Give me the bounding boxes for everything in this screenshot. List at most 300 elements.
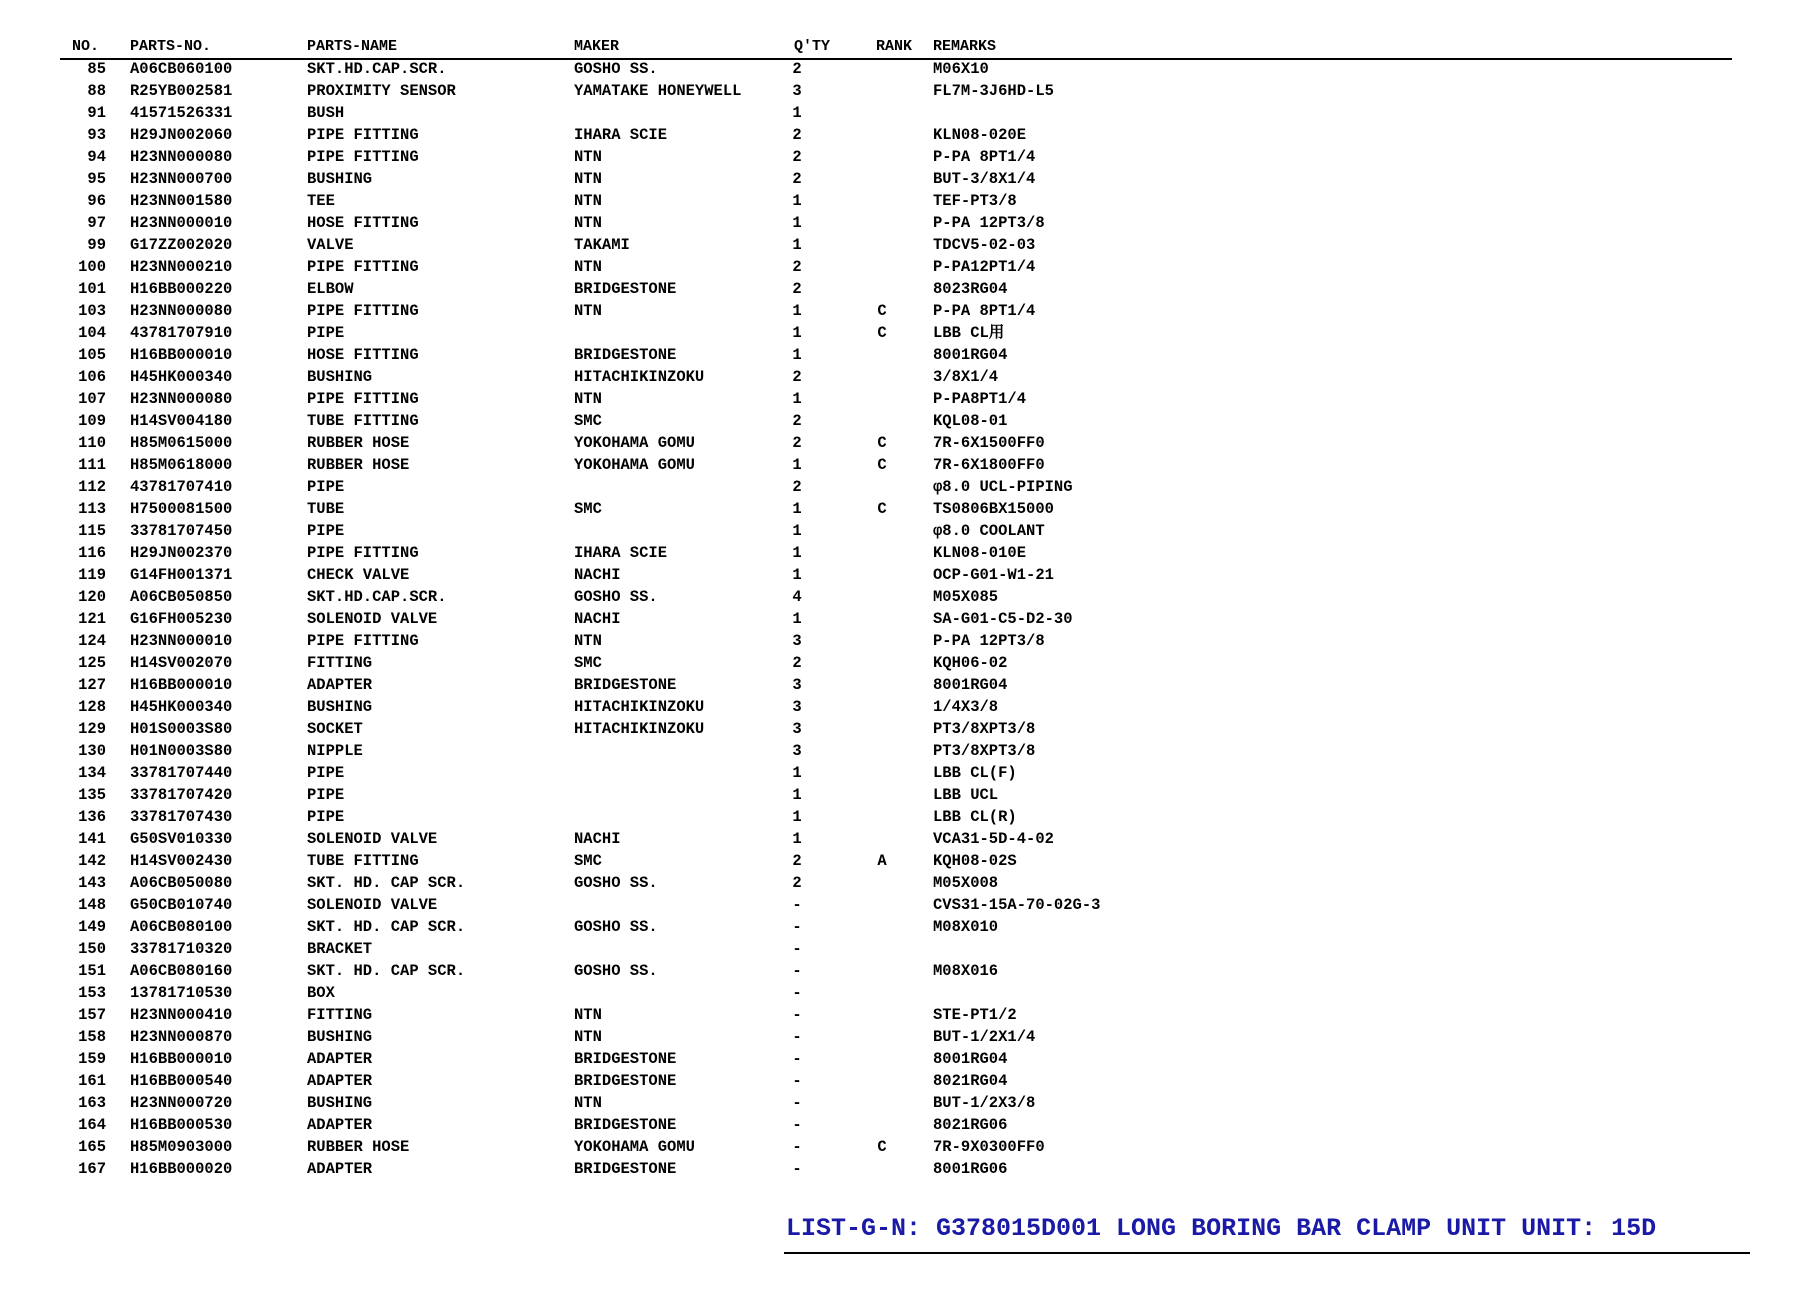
row-maker: GOSHO SS. [574, 874, 658, 892]
row-qty: - [792, 940, 802, 958]
row-qty: 3 [792, 720, 802, 738]
row-no: 97 [87, 214, 106, 232]
row-parts-no: 33781707430 [130, 808, 233, 826]
row-maker: IHARA SCIE [574, 126, 668, 144]
row-remarks: 1/4X3/8 [933, 698, 999, 716]
row-no: 150 [78, 940, 106, 958]
row-parts-name: ELBOW [307, 280, 354, 298]
row-maker: SMC [574, 654, 602, 672]
row-parts-name: PIPE FITTING [307, 632, 419, 650]
row-qty: 4 [792, 588, 802, 606]
row-qty: 1 [792, 104, 802, 122]
table-row [60, 630, 1732, 652]
row-qty: 3 [792, 698, 802, 716]
row-remarks: P-PA12PT1/4 [933, 258, 1036, 276]
row-parts-no: 33781707420 [130, 786, 233, 804]
row-parts-no: 43781707910 [130, 324, 233, 342]
row-remarks: 8023RG04 [933, 280, 1008, 298]
row-parts-no: H23NN000700 [130, 170, 233, 188]
row-parts-name: SKT. HD. CAP SCR. [307, 918, 466, 936]
table-row [60, 278, 1732, 300]
row-no: 125 [78, 654, 106, 672]
row-parts-name: ADAPTER [307, 1116, 373, 1134]
row-parts-name: SOCKET [307, 720, 363, 738]
row-no: 129 [78, 720, 106, 738]
row-qty: 3 [792, 742, 802, 760]
table-row [60, 960, 1732, 982]
table-row [60, 58, 1732, 80]
row-remarks: M05X085 [933, 588, 999, 606]
row-no: 100 [78, 258, 106, 276]
row-parts-no: H85M0903000 [130, 1138, 233, 1156]
row-qty: - [792, 1138, 802, 1156]
row-maker: BRIDGESTONE [574, 1072, 677, 1090]
table-row [60, 652, 1732, 674]
row-qty: - [792, 962, 802, 980]
table-row [60, 542, 1732, 564]
row-no: 112 [78, 478, 106, 496]
row-maker: GOSHO SS. [574, 918, 658, 936]
row-parts-no: H16BB000010 [130, 676, 233, 694]
row-remarks: CVS31-15A-70-02G-3 [933, 896, 1101, 914]
row-rank: A [877, 852, 887, 870]
row-qty: 1 [792, 808, 802, 826]
list-title: LIST-G-N: G378015D001 LONG BORING BAR CLAMP UNIT UNIT: 15D [786, 1214, 1657, 1243]
row-parts-no: H23NN000010 [130, 632, 233, 650]
row-parts-name: SKT.HD.CAP.SCR. [307, 588, 447, 606]
row-no: 142 [78, 852, 106, 870]
row-qty: 2 [792, 368, 802, 386]
row-no: 110 [78, 434, 106, 452]
row-parts-no: H14SV002070 [130, 654, 233, 672]
table-row [60, 982, 1732, 1004]
row-qty: 2 [792, 412, 802, 430]
row-parts-name: FITTING [307, 1006, 373, 1024]
row-remarks: SA-G01-C5-D2-30 [933, 610, 1073, 628]
row-qty: 3 [792, 676, 802, 694]
row-remarks: TDCV5-02-03 [933, 236, 1036, 254]
row-parts-no: A06CB080160 [130, 962, 233, 980]
header-no: NO. [72, 38, 100, 55]
table-row [60, 806, 1732, 828]
row-qty: - [792, 1028, 802, 1046]
row-parts-name: PIPE [307, 324, 345, 342]
row-remarks: 8021RG04 [933, 1072, 1008, 1090]
row-maker: NTN [574, 148, 602, 166]
table-row [60, 1136, 1732, 1158]
row-parts-name: PIPE FITTING [307, 258, 419, 276]
row-remarks: TEF-PT3/8 [933, 192, 1017, 210]
row-no: 148 [78, 896, 106, 914]
row-parts-no: H16BB000530 [130, 1116, 233, 1134]
row-qty: 2 [792, 478, 802, 496]
row-parts-no: H23NN000080 [130, 390, 233, 408]
row-qty: 1 [792, 610, 802, 628]
row-no: 96 [87, 192, 106, 210]
row-parts-no: H01N0003S80 [130, 742, 233, 760]
row-qty: 1 [792, 214, 802, 232]
row-no: 115 [78, 522, 106, 540]
row-maker: NTN [574, 1006, 602, 1024]
row-parts-no: H23NN001580 [130, 192, 233, 210]
row-maker: BRIDGESTONE [574, 280, 677, 298]
row-maker: GOSHO SS. [574, 60, 658, 78]
row-parts-no: G17ZZ002020 [130, 236, 233, 254]
row-remarks: P-PA 12PT3/8 [933, 214, 1045, 232]
row-qty: - [792, 1006, 802, 1024]
row-qty: 1 [792, 192, 802, 210]
row-parts-name: RUBBER HOSE [307, 456, 410, 474]
row-no: 106 [78, 368, 106, 386]
row-maker: HITACHIKINZOKU [574, 368, 705, 386]
row-qty: - [792, 896, 802, 914]
row-parts-no: H29JN002370 [130, 544, 233, 562]
row-parts-name: TUBE FITTING [307, 852, 419, 870]
row-remarks: 8001RG04 [933, 1050, 1008, 1068]
row-remarks: STE-PT1/2 [933, 1006, 1017, 1024]
row-parts-name: RUBBER HOSE [307, 434, 410, 452]
row-parts-no: H23NN000720 [130, 1094, 233, 1112]
row-rank: C [877, 456, 887, 474]
row-remarks: P-PA 12PT3/8 [933, 632, 1045, 650]
table-row [60, 916, 1732, 938]
row-remarks: KLN08-020E [933, 126, 1027, 144]
row-maker: BRIDGESTONE [574, 1160, 677, 1178]
table-row [60, 520, 1732, 542]
row-parts-no: H16BB000540 [130, 1072, 233, 1090]
row-qty: 1 [792, 346, 802, 364]
row-parts-name: ADAPTER [307, 1160, 373, 1178]
row-remarks: FL7M-3J6HD-L5 [933, 82, 1054, 100]
row-maker: NACHI [574, 830, 621, 848]
row-maker: YOKOHAMA GOMU [574, 456, 695, 474]
row-remarks: OCP-G01-W1-21 [933, 566, 1054, 584]
table-row [60, 696, 1732, 718]
table-row [60, 454, 1732, 476]
row-parts-name: SOLENOID VALVE [307, 830, 438, 848]
row-no: 95 [87, 170, 106, 188]
row-parts-no: G50SV010330 [130, 830, 233, 848]
row-parts-name: PIPE FITTING [307, 390, 419, 408]
row-maker: NTN [574, 1094, 602, 1112]
table-row [60, 212, 1732, 234]
row-no: 151 [78, 962, 106, 980]
row-remarks: VCA31-5D-4-02 [933, 830, 1054, 848]
table-row [60, 608, 1732, 630]
table-row [60, 674, 1732, 696]
row-parts-name: HOSE FITTING [307, 214, 419, 232]
row-no: 121 [78, 610, 106, 628]
header-qty: Q'TY [794, 38, 831, 55]
table-row [60, 828, 1732, 850]
row-parts-name: PIPE FITTING [307, 544, 419, 562]
row-qty: 2 [792, 126, 802, 144]
row-maker: BRIDGESTONE [574, 676, 677, 694]
row-parts-no: H16BB000010 [130, 1050, 233, 1068]
table-row [60, 586, 1732, 608]
row-parts-name: SKT. HD. CAP SCR. [307, 874, 466, 892]
row-maker: SMC [574, 500, 602, 518]
row-parts-name: PIPE FITTING [307, 126, 419, 144]
row-parts-name: ADAPTER [307, 1050, 373, 1068]
row-maker: GOSHO SS. [574, 962, 658, 980]
row-remarks: KQH06-02 [933, 654, 1008, 672]
row-parts-no: A06CB050080 [130, 874, 233, 892]
table-row [60, 1070, 1732, 1092]
table-row [60, 872, 1732, 894]
row-remarks: PT3/8XPT3/8 [933, 720, 1036, 738]
row-maker: NTN [574, 214, 602, 232]
row-parts-no: H23NN000080 [130, 302, 233, 320]
row-maker: BRIDGESTONE [574, 346, 677, 364]
row-parts-no: G50CB010740 [130, 896, 233, 914]
row-rank: C [877, 324, 887, 342]
row-parts-name: PROXIMITY SENSOR [307, 82, 456, 100]
row-no: 88 [87, 82, 106, 100]
table-row [60, 190, 1732, 212]
row-qty: 2 [792, 258, 802, 276]
row-no: 105 [78, 346, 106, 364]
row-maker: NACHI [574, 566, 621, 584]
row-parts-no: G16FH005230 [130, 610, 233, 628]
row-remarks: KLN08-010E [933, 544, 1027, 562]
row-maker: NTN [574, 258, 602, 276]
row-maker: HITACHIKINZOKU [574, 698, 705, 716]
header-maker: MAKER [574, 38, 620, 55]
row-parts-name: SKT.HD.CAP.SCR. [307, 60, 447, 78]
table-row [60, 498, 1732, 520]
table-row [60, 344, 1732, 366]
parts-list-table [60, 36, 1732, 1180]
row-parts-name: FITTING [307, 654, 373, 672]
row-qty: 1 [792, 566, 802, 584]
row-parts-no: H23NN000410 [130, 1006, 233, 1024]
row-maker: YOKOHAMA GOMU [574, 1138, 695, 1156]
row-rank: C [877, 434, 887, 452]
row-parts-no: G14FH001371 [130, 566, 233, 584]
row-parts-name: PIPE [307, 522, 345, 540]
row-parts-no: H16BB000020 [130, 1160, 233, 1178]
row-remarks: 3/8X1/4 [933, 368, 999, 386]
row-no: 91 [87, 104, 106, 122]
row-no: 164 [78, 1116, 106, 1134]
row-parts-name: SKT. HD. CAP SCR. [307, 962, 466, 980]
header-parts-name: PARTS-NAME [307, 38, 398, 55]
table-header [60, 36, 1732, 58]
row-remarks: P-PA 8PT1/4 [933, 302, 1036, 320]
row-rank: C [877, 500, 887, 518]
footer-divider [784, 1252, 1750, 1254]
row-parts-name: BRACKET [307, 940, 373, 958]
row-no: 119 [78, 566, 106, 584]
table-row [60, 938, 1732, 960]
row-qty: 1 [792, 236, 802, 254]
row-parts-no: 33781707440 [130, 764, 233, 782]
row-parts-name: PIPE [307, 786, 345, 804]
table-row [60, 168, 1732, 190]
row-parts-name: BOX [307, 984, 335, 1002]
row-remarks: 7R-6X1800FF0 [933, 456, 1045, 474]
row-remarks: φ8.0 UCL-PIPING [933, 478, 1073, 496]
header-rank: RANK [876, 38, 913, 55]
table-row [60, 1048, 1732, 1070]
table-row [60, 1158, 1732, 1180]
row-remarks: 8021RG06 [933, 1116, 1008, 1134]
row-parts-name: SOLENOID VALVE [307, 610, 438, 628]
row-no: 127 [78, 676, 106, 694]
row-parts-name: BUSH [307, 104, 345, 122]
row-qty: 2 [792, 280, 802, 298]
row-qty: 1 [792, 390, 802, 408]
row-qty: 2 [792, 148, 802, 166]
row-parts-name: BUSHING [307, 368, 373, 386]
table-row [60, 1004, 1732, 1026]
row-maker: BRIDGESTONE [574, 1116, 677, 1134]
row-no: 101 [78, 280, 106, 298]
table-row [60, 476, 1732, 498]
row-remarks: M08X016 [933, 962, 999, 980]
row-parts-no: H23NN000080 [130, 148, 233, 166]
row-maker: NACHI [574, 610, 621, 628]
row-parts-no: H14SV002430 [130, 852, 233, 870]
row-remarks: 7R-9X0300FF0 [933, 1138, 1045, 1156]
table-row [60, 322, 1732, 344]
row-remarks: LBB CL用 [933, 324, 1005, 342]
row-parts-no: A06CB050850 [130, 588, 233, 606]
row-qty: 3 [792, 632, 802, 650]
table-row [60, 146, 1732, 168]
row-rank: C [877, 1138, 887, 1156]
row-maker: NTN [574, 1028, 602, 1046]
row-parts-no: R25YB002581 [130, 82, 233, 100]
row-remarks: TS0806BX15000 [933, 500, 1054, 518]
row-maker: SMC [574, 852, 602, 870]
row-qty: - [792, 1094, 802, 1112]
row-parts-no: A06CB060100 [130, 60, 233, 78]
table-row [60, 80, 1732, 102]
row-parts-name: TUBE [307, 500, 345, 518]
row-no: 161 [78, 1072, 106, 1090]
row-maker: NTN [574, 390, 602, 408]
row-remarks: 8001RG04 [933, 346, 1008, 364]
row-qty: - [792, 1050, 802, 1068]
row-no: 107 [78, 390, 106, 408]
row-no: 103 [78, 302, 106, 320]
header-parts-no: PARTS-NO. [130, 38, 212, 55]
row-remarks: M05X008 [933, 874, 999, 892]
row-qty: 1 [792, 786, 802, 804]
row-maker: HITACHIKINZOKU [574, 720, 705, 738]
row-parts-name: PIPE [307, 808, 345, 826]
row-remarks: 7R-6X1500FF0 [933, 434, 1045, 452]
table-row [60, 234, 1732, 256]
row-maker: NTN [574, 192, 602, 210]
row-remarks: PT3/8XPT3/8 [933, 742, 1036, 760]
row-qty: 2 [792, 434, 802, 452]
row-qty: 1 [792, 500, 802, 518]
row-parts-name: HOSE FITTING [307, 346, 419, 364]
table-row [60, 124, 1732, 146]
row-qty: 2 [792, 654, 802, 672]
row-qty: - [792, 1072, 802, 1090]
row-maker: YOKOHAMA GOMU [574, 434, 695, 452]
row-remarks: M08X010 [933, 918, 999, 936]
table-row [60, 718, 1732, 740]
row-no: 113 [78, 500, 106, 518]
table-row [60, 1092, 1732, 1114]
row-qty: 2 [792, 170, 802, 188]
row-qty: - [792, 918, 802, 936]
row-no: 85 [87, 60, 106, 78]
row-parts-name: PIPE [307, 478, 345, 496]
table-row [60, 564, 1732, 586]
row-parts-no: H45HK000340 [130, 368, 233, 386]
row-parts-name: RUBBER HOSE [307, 1138, 410, 1156]
row-remarks: M06X10 [933, 60, 989, 78]
row-no: 163 [78, 1094, 106, 1112]
row-parts-no: H23NN000210 [130, 258, 233, 276]
row-qty: 2 [792, 874, 802, 892]
row-parts-name: NIPPLE [307, 742, 363, 760]
row-parts-no: H85M0618000 [130, 456, 233, 474]
row-maker: NTN [574, 632, 602, 650]
row-remarks: φ8.0 COOLANT [933, 522, 1045, 540]
row-parts-no: 13781710530 [130, 984, 233, 1002]
row-no: 135 [78, 786, 106, 804]
row-parts-name: VALVE [307, 236, 354, 254]
row-parts-no: H01S0003S80 [130, 720, 233, 738]
row-no: 136 [78, 808, 106, 826]
table-row [60, 1026, 1732, 1048]
table-row [60, 102, 1732, 124]
table-row [60, 388, 1732, 410]
row-qty: - [792, 1116, 802, 1134]
row-qty: 2 [792, 60, 802, 78]
row-no: 149 [78, 918, 106, 936]
row-parts-no: 43781707410 [130, 478, 233, 496]
row-remarks: 8001RG06 [933, 1160, 1008, 1178]
row-no: 111 [78, 456, 106, 474]
row-maker: IHARA SCIE [574, 544, 668, 562]
table-row [60, 432, 1732, 454]
row-no: 165 [78, 1138, 106, 1156]
row-no: 130 [78, 742, 106, 760]
row-parts-no: 33781710320 [130, 940, 233, 958]
header-remarks: REMARKS [933, 38, 997, 55]
row-parts-no: H23NN000010 [130, 214, 233, 232]
row-qty: 1 [792, 522, 802, 540]
row-remarks: 8001RG04 [933, 676, 1008, 694]
table-row [60, 740, 1732, 762]
row-parts-no: H29JN002060 [130, 126, 233, 144]
row-parts-no: H85M0615000 [130, 434, 233, 452]
row-qty: 1 [792, 324, 802, 342]
row-parts-name: TUBE FITTING [307, 412, 419, 430]
row-parts-no: H16BB000010 [130, 346, 233, 364]
row-no: 128 [78, 698, 106, 716]
row-qty: 1 [792, 302, 802, 320]
row-parts-name: PIPE FITTING [307, 148, 419, 166]
table-row [60, 256, 1732, 278]
table-row [60, 762, 1732, 784]
row-no: 116 [78, 544, 106, 562]
row-no: 158 [78, 1028, 106, 1046]
row-no: 94 [87, 148, 106, 166]
row-no: 99 [87, 236, 106, 254]
row-parts-name: ADAPTER [307, 1072, 373, 1090]
row-no: 141 [78, 830, 106, 848]
row-parts-name: SOLENOID VALVE [307, 896, 438, 914]
